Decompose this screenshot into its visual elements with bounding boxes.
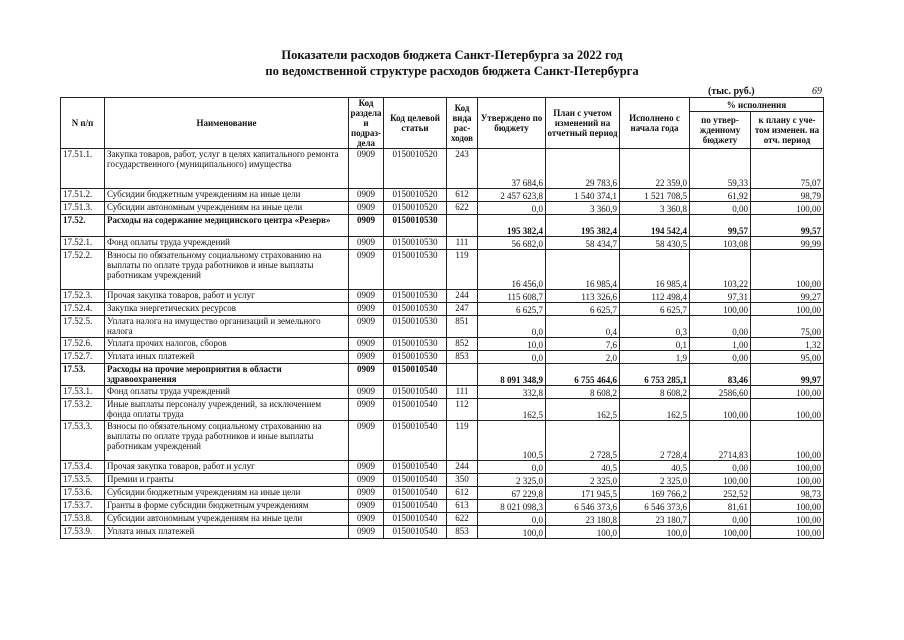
row-pct-budget: 59,33 bbox=[690, 149, 751, 189]
row-target-code: 0150010530 bbox=[384, 316, 447, 338]
row-name: Взносы по обязательному социальному страхованию на выплаты по оплате труда работников и иные выплаты работникам учреждений bbox=[105, 421, 349, 461]
row-approved: 2 325,0 bbox=[478, 474, 546, 487]
row-section-code: 0909 bbox=[349, 303, 384, 316]
row-number: 17.52.3. bbox=[61, 290, 105, 303]
row-name: Субсидии автономным учреждениям на иные цели bbox=[105, 202, 349, 215]
document-title-line-1: Показатели расходов бюджета Санкт-Петербурга за 2022 год bbox=[281, 48, 623, 62]
table-row bbox=[61, 338, 824, 351]
row-number: 17.51.1. bbox=[61, 149, 105, 189]
row-pct-budget: 100,00 bbox=[690, 303, 751, 316]
row-number: 17.52. bbox=[61, 215, 105, 237]
row-number: 17.51.3. bbox=[61, 202, 105, 215]
row-pct-plan: 99,97 bbox=[751, 364, 824, 386]
row-pct-plan: 99,27 bbox=[751, 290, 824, 303]
row-type-code: 112 bbox=[447, 399, 478, 421]
row-name: Прочая закупка товаров, работ и услуг bbox=[105, 461, 349, 474]
row-plan: 100,0 bbox=[546, 526, 620, 539]
row-plan: 113 326,6 bbox=[546, 290, 620, 303]
row-executed: 16 985,4 bbox=[620, 250, 690, 290]
row-pct-plan: 100,00 bbox=[751, 500, 824, 513]
row-pct-budget: 99,57 bbox=[690, 215, 751, 237]
row-type-code: 853 bbox=[447, 526, 478, 539]
row-plan: 6 755 464,6 bbox=[546, 364, 620, 386]
row-name: Иные выплаты персоналу учреждений, за исключением фонда оплаты труда bbox=[105, 399, 349, 421]
row-section-code: 0909 bbox=[349, 202, 384, 215]
table-row bbox=[61, 513, 824, 526]
row-section-code: 0909 bbox=[349, 290, 384, 303]
row-target-code: 0150010540 bbox=[384, 399, 447, 421]
row-name: Закупка энергетических ресурсов bbox=[105, 303, 349, 316]
row-name: Гранты в форме субсидии бюджетным учреждениям bbox=[105, 500, 349, 513]
row-pct-plan: 98,79 bbox=[751, 189, 824, 202]
header-section-code: Код раздела и подраз-дела bbox=[350, 98, 382, 148]
row-target-code: 0150010540 bbox=[384, 500, 447, 513]
row-target-code: 0150010530 bbox=[384, 338, 447, 351]
row-pct-plan: 98,73 bbox=[751, 487, 824, 500]
row-section-code: 0909 bbox=[349, 316, 384, 338]
row-pct-plan: 99,99 bbox=[751, 237, 824, 250]
row-plan: 2 325,0 bbox=[546, 474, 620, 487]
row-section-code: 0909 bbox=[349, 149, 384, 189]
row-executed: 194 542,4 bbox=[620, 215, 690, 237]
row-pct-budget: 2714,83 bbox=[690, 421, 751, 461]
row-name: Расходы на содержание медицинского центра «Резерв» bbox=[105, 215, 349, 237]
row-pct-plan: 100,00 bbox=[751, 513, 824, 526]
row-pct-budget: 103,08 bbox=[690, 237, 751, 250]
row-pct-budget: 100,00 bbox=[690, 399, 751, 421]
row-name: Фонд оплаты труда учреждений bbox=[105, 237, 349, 250]
header-name: Наименование bbox=[105, 98, 349, 149]
row-plan: 6 546 373,6 bbox=[546, 500, 620, 513]
row-pct-plan: 100,00 bbox=[751, 421, 824, 461]
row-number: 17.52.7. bbox=[61, 351, 105, 364]
row-type-code: 622 bbox=[447, 202, 478, 215]
row-number: 17.53.8. bbox=[61, 513, 105, 526]
row-section-code: 0909 bbox=[349, 250, 384, 290]
row-executed: 1,9 bbox=[620, 351, 690, 364]
row-type-code: 244 bbox=[447, 290, 478, 303]
table-row bbox=[61, 290, 824, 303]
header-approved: Утверждено по бюджету bbox=[478, 98, 546, 149]
row-type-code: 119 bbox=[447, 250, 478, 290]
row-type-code: 243 bbox=[447, 149, 478, 189]
row-section-code: 0909 bbox=[349, 474, 384, 487]
row-name: Прочая закупка товаров, работ и услуг bbox=[105, 290, 349, 303]
row-type-code: 111 bbox=[447, 237, 478, 250]
table-header bbox=[61, 98, 824, 149]
row-type-code: 853 bbox=[447, 351, 478, 364]
row-approved: 16 456,0 bbox=[478, 250, 546, 290]
header-np: N п/п bbox=[61, 98, 105, 149]
row-pct-plan: 1,32 bbox=[751, 338, 824, 351]
page-number: 69 bbox=[812, 86, 822, 97]
row-number: 17.53.6. bbox=[61, 487, 105, 500]
row-target-code: 0150010530 bbox=[384, 215, 447, 237]
header-percent-group: % исполнения bbox=[690, 98, 824, 112]
row-pct-budget: 103,22 bbox=[690, 250, 751, 290]
row-approved: 0,0 bbox=[478, 513, 546, 526]
row-pct-plan: 100,00 bbox=[751, 461, 824, 474]
table-row bbox=[61, 487, 824, 500]
row-name: Закупка товаров, работ, услуг в целях капитального ремонта государственного (муниципального) имущества bbox=[105, 149, 349, 189]
row-executed: 58 430,5 bbox=[620, 237, 690, 250]
row-target-code: 0150010530 bbox=[384, 290, 447, 303]
row-number: 17.52.6. bbox=[61, 338, 105, 351]
units-label: (тыс. руб.) bbox=[708, 86, 755, 97]
row-pct-budget: 0,00 bbox=[690, 202, 751, 215]
row-approved: 8 021 098,3 bbox=[478, 500, 546, 513]
row-approved: 56 682,0 bbox=[478, 237, 546, 250]
header-executed: Исполнено с начала года bbox=[620, 98, 690, 149]
row-target-code: 0150010540 bbox=[384, 487, 447, 500]
row-section-code: 0909 bbox=[349, 215, 384, 237]
row-name: Фонд оплаты труда учреждений bbox=[105, 386, 349, 399]
row-type-code: 247 bbox=[447, 303, 478, 316]
row-plan: 8 608,2 bbox=[546, 386, 620, 399]
table-row bbox=[61, 303, 824, 316]
row-executed: 6 546 373,6 bbox=[620, 500, 690, 513]
row-executed: 2 728,4 bbox=[620, 421, 690, 461]
row-section-code: 0909 bbox=[349, 189, 384, 202]
row-approved: 100,0 bbox=[478, 526, 546, 539]
row-type-code: 613 bbox=[447, 500, 478, 513]
row-type-code: 851 bbox=[447, 316, 478, 338]
row-pct-budget: 97,31 bbox=[690, 290, 751, 303]
row-approved: 37 684,6 bbox=[478, 149, 546, 189]
row-target-code: 0150010540 bbox=[384, 474, 447, 487]
row-type-code bbox=[447, 215, 478, 237]
row-target-code: 0150010540 bbox=[384, 386, 447, 399]
row-pct-budget: 83,46 bbox=[690, 364, 751, 386]
row-number: 17.53.4. bbox=[61, 461, 105, 474]
row-name: Расходы на прочие мероприятия в области здравоохранения bbox=[105, 364, 349, 386]
row-number: 17.53.7. bbox=[61, 500, 105, 513]
row-approved: 195 382,4 bbox=[478, 215, 546, 237]
header-type-code: Код вида рас-ходов bbox=[447, 98, 478, 149]
row-type-code: 622 bbox=[447, 513, 478, 526]
row-number: 17.51.2. bbox=[61, 189, 105, 202]
row-pct-budget: 0,00 bbox=[690, 316, 751, 338]
row-name: Субсидии бюджетным учреждениям на иные цели bbox=[105, 189, 349, 202]
row-pct-plan: 100,00 bbox=[751, 303, 824, 316]
row-target-code: 0150010520 bbox=[384, 149, 447, 189]
row-executed: 2 325,0 bbox=[620, 474, 690, 487]
row-section-code: 0909 bbox=[349, 461, 384, 474]
budget-table bbox=[60, 97, 824, 539]
row-section-code: 0909 bbox=[349, 487, 384, 500]
row-section-code: 0909 bbox=[349, 500, 384, 513]
row-name: Уплата прочих налогов, сборов bbox=[105, 338, 349, 351]
header-target-code: Код целевой статьи bbox=[384, 98, 447, 149]
row-approved: 2 457 623,8 bbox=[478, 189, 546, 202]
row-section-code: 0909 bbox=[349, 351, 384, 364]
row-executed: 22 359,0 bbox=[620, 149, 690, 189]
table-body bbox=[61, 149, 824, 539]
row-section-code: 0909 bbox=[349, 526, 384, 539]
row-number: 17.52.4. bbox=[61, 303, 105, 316]
row-pct-plan: 95,00 bbox=[751, 351, 824, 364]
row-plan: 0,4 bbox=[546, 316, 620, 338]
row-plan: 1 540 374,1 bbox=[546, 189, 620, 202]
row-plan: 171 945,5 bbox=[546, 487, 620, 500]
row-name: Взносы по обязательному социальному страхованию на выплаты по оплате труда работников и иные выплаты работникам учреждений bbox=[105, 250, 349, 290]
row-type-code: 852 bbox=[447, 338, 478, 351]
header-pct-budget: по утвер-жденному бюджету bbox=[690, 112, 751, 149]
row-executed: 0,3 bbox=[620, 316, 690, 338]
row-executed: 40,5 bbox=[620, 461, 690, 474]
row-type-code: 350 bbox=[447, 474, 478, 487]
table-row bbox=[61, 189, 824, 202]
table-row bbox=[61, 526, 824, 539]
row-approved: 100,5 bbox=[478, 421, 546, 461]
row-plan: 23 180,8 bbox=[546, 513, 620, 526]
row-name: Субсидии автономным учреждениям на иные цели bbox=[105, 513, 349, 526]
row-approved: 0,0 bbox=[478, 461, 546, 474]
row-number: 17.53. bbox=[61, 364, 105, 386]
table-row bbox=[61, 316, 824, 338]
row-name: Уплата иных платежей bbox=[105, 526, 349, 539]
row-section-code: 0909 bbox=[349, 338, 384, 351]
row-target-code: 0150010540 bbox=[384, 461, 447, 474]
row-target-code: 0150010540 bbox=[384, 421, 447, 461]
row-number: 17.52.1. bbox=[61, 237, 105, 250]
row-executed: 1 521 708,5 bbox=[620, 189, 690, 202]
row-target-code: 0150010530 bbox=[384, 237, 447, 250]
row-target-code: 0150010540 bbox=[384, 364, 447, 386]
row-section-code: 0909 bbox=[349, 237, 384, 250]
row-executed: 8 608,2 bbox=[620, 386, 690, 399]
row-approved: 67 229,8 bbox=[478, 487, 546, 500]
row-target-code: 0150010530 bbox=[384, 250, 447, 290]
table-row bbox=[61, 500, 824, 513]
row-plan: 162,5 bbox=[546, 399, 620, 421]
row-executed: 23 180,7 bbox=[620, 513, 690, 526]
row-name: Премии и гранты bbox=[105, 474, 349, 487]
row-target-code: 0150010540 bbox=[384, 526, 447, 539]
row-approved: 0,0 bbox=[478, 202, 546, 215]
row-target-code: 0150010520 bbox=[384, 202, 447, 215]
row-executed: 162,5 bbox=[620, 399, 690, 421]
row-executed: 100,0 bbox=[620, 526, 690, 539]
row-pct-plan: 99,57 bbox=[751, 215, 824, 237]
row-type-code: 111 bbox=[447, 386, 478, 399]
row-pct-budget: 252,52 bbox=[690, 487, 751, 500]
row-target-code: 0150010520 bbox=[384, 189, 447, 202]
row-executed: 112 498,4 bbox=[620, 290, 690, 303]
row-type-code: 612 bbox=[447, 189, 478, 202]
row-number: 17.53.9. bbox=[61, 526, 105, 539]
table-row bbox=[61, 364, 824, 386]
row-pct-budget: 0,00 bbox=[690, 513, 751, 526]
row-number: 17.53.5. bbox=[61, 474, 105, 487]
row-number: 17.53.2. bbox=[61, 399, 105, 421]
row-pct-budget: 2586,60 bbox=[690, 386, 751, 399]
row-approved: 0,0 bbox=[478, 351, 546, 364]
row-section-code: 0909 bbox=[349, 364, 384, 386]
row-target-code: 0150010540 bbox=[384, 513, 447, 526]
row-type-code: 612 bbox=[447, 487, 478, 500]
row-pct-budget: 61,92 bbox=[690, 189, 751, 202]
table-row bbox=[61, 237, 824, 250]
row-plan: 2,0 bbox=[546, 351, 620, 364]
row-executed: 6 625,7 bbox=[620, 303, 690, 316]
row-plan: 16 985,4 bbox=[546, 250, 620, 290]
header-pct-plan: к плану с уче-том изменен. на отч. период bbox=[751, 112, 824, 149]
row-pct-budget: 0,00 bbox=[690, 351, 751, 364]
header-plan: План с учетом изменений на отчетный период bbox=[546, 98, 620, 149]
row-pct-plan: 100,00 bbox=[751, 474, 824, 487]
row-approved: 8 091 348,9 bbox=[478, 364, 546, 386]
row-approved: 0,0 bbox=[478, 316, 546, 338]
row-plan: 3 360,9 bbox=[546, 202, 620, 215]
row-plan: 40,5 bbox=[546, 461, 620, 474]
row-plan: 7,6 bbox=[546, 338, 620, 351]
row-pct-budget: 0,00 bbox=[690, 461, 751, 474]
row-target-code: 0150010530 bbox=[384, 303, 447, 316]
table-row bbox=[61, 421, 824, 461]
row-executed: 6 753 285,1 bbox=[620, 364, 690, 386]
row-type-code: 119 bbox=[447, 421, 478, 461]
row-pct-plan: 75,07 bbox=[751, 149, 824, 189]
table-row bbox=[61, 351, 824, 364]
row-executed: 3 360,8 bbox=[620, 202, 690, 215]
row-pct-budget: 100,00 bbox=[690, 526, 751, 539]
row-pct-budget: 100,00 bbox=[690, 474, 751, 487]
row-approved: 10,0 bbox=[478, 338, 546, 351]
row-approved: 162,5 bbox=[478, 399, 546, 421]
table-row bbox=[61, 474, 824, 487]
row-pct-plan: 100,00 bbox=[751, 250, 824, 290]
row-plan: 2 728,5 bbox=[546, 421, 620, 461]
row-approved: 115 608,7 bbox=[478, 290, 546, 303]
row-section-code: 0909 bbox=[349, 513, 384, 526]
row-executed: 0,1 bbox=[620, 338, 690, 351]
row-pct-budget: 1,00 bbox=[690, 338, 751, 351]
row-pct-plan: 100,00 bbox=[751, 386, 824, 399]
row-section-code: 0909 bbox=[349, 421, 384, 461]
row-pct-plan: 100,00 bbox=[751, 526, 824, 539]
row-plan: 195 382,4 bbox=[546, 215, 620, 237]
row-section-code: 0909 bbox=[349, 386, 384, 399]
row-plan: 58 434,7 bbox=[546, 237, 620, 250]
row-section-code: 0909 bbox=[349, 399, 384, 421]
row-approved: 6 625,7 bbox=[478, 303, 546, 316]
row-type-code: 244 bbox=[447, 461, 478, 474]
row-plan: 29 783,6 bbox=[546, 149, 620, 189]
table-row bbox=[61, 250, 824, 290]
row-pct-plan: 100,00 bbox=[751, 399, 824, 421]
row-plan: 6 625,7 bbox=[546, 303, 620, 316]
row-name: Уплата иных платежей bbox=[105, 351, 349, 364]
row-target-code: 0150010530 bbox=[384, 351, 447, 364]
table-row bbox=[61, 149, 824, 189]
row-type-code bbox=[447, 364, 478, 386]
row-pct-plan: 75,00 bbox=[751, 316, 824, 338]
row-executed: 169 766,2 bbox=[620, 487, 690, 500]
row-number: 17.52.5. bbox=[61, 316, 105, 338]
table-row bbox=[61, 399, 824, 421]
row-name: Уплата налога на имущество организаций и земельного налога bbox=[105, 316, 349, 338]
document-title-line-2: по ведомственной структуре расходов бюджета Санкт-Петербурга bbox=[265, 64, 639, 78]
row-approved: 332,8 bbox=[478, 386, 546, 399]
row-number: 17.52.2. bbox=[61, 250, 105, 290]
table-row bbox=[61, 386, 824, 399]
row-number: 17.53.1. bbox=[61, 386, 105, 399]
table-row bbox=[61, 202, 824, 215]
row-pct-plan: 100,00 bbox=[751, 202, 824, 215]
row-pct-budget: 81,61 bbox=[690, 500, 751, 513]
row-name: Субсидии бюджетным учреждениям на иные цели bbox=[105, 487, 349, 500]
row-number: 17.53.3. bbox=[61, 421, 105, 461]
table-row bbox=[61, 215, 824, 237]
table-row bbox=[61, 461, 824, 474]
